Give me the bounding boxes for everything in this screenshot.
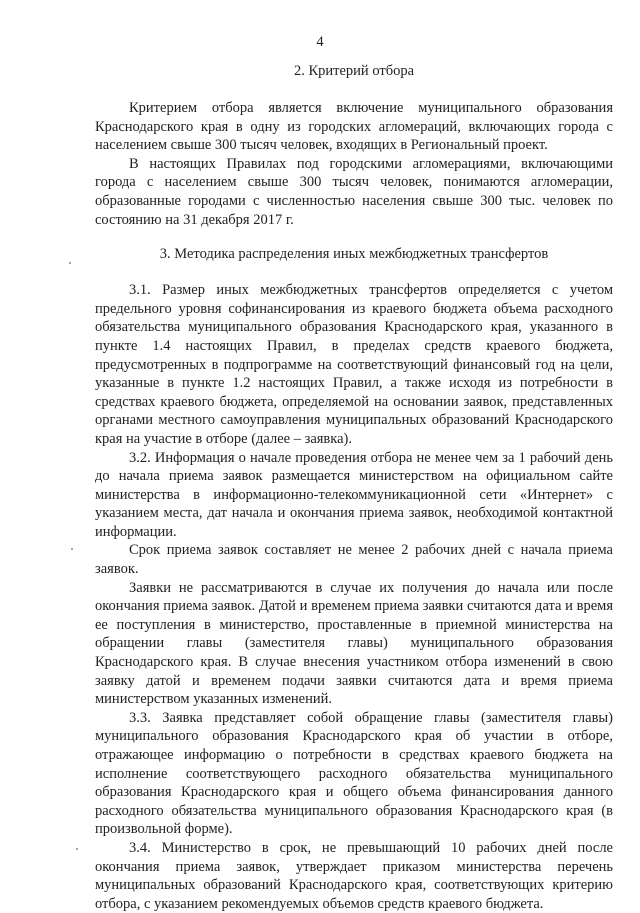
scan-speck: [76, 848, 78, 850]
scan-speck: [69, 262, 71, 264]
paragraph: 3.3. Заявка представляет собой обращение главы (заместителя главы) муниципального образования Краснодарского края об участии в отборе, отражающее информацию о потребности в средствах краевого бюджета на исполнение соответствующего расходного обязательства муниципального образования Краснодарского края и общего объема финансирования данного расходного обязательства муниципального образования Краснодарского края (в произвольной форме).: [95, 709, 613, 838]
paragraph: В настоящих Правилах под городскими агломерациями, включающими города с населением свыше 300 тысяч человек, понимаются агломерации, образованные городами с численностью населения свыше 300 тыс. человек по состоянию на 31 декабря 2017 г.: [95, 155, 613, 228]
paragraph: Критерием отбора является включение муниципального образования Краснодарского края в одну из городских агломераций, включающих города с населением свыше 300 тысяч человек, входящих в Региональный проект.: [95, 100, 613, 154]
section-heading-criteria: 2. Критерий отбора: [293, 63, 415, 79]
paragraph: 3.4. Министерство в срок, не превышающий 10 рабочих дней после окончания приема заявок, утверждает приказом министерства перечень муниципальных образований Краснодарского края, соответствующих критерию отбора, с указанием рекомендуемых объемов средств краевого бюджета.: [95, 839, 613, 912]
document-body: [95, 62, 613, 913]
section-heading-methodology: 3. Методика распределения иных межбюджетных трансфертов: [159, 246, 549, 263]
scan-speck: [71, 548, 73, 550]
paragraph: Срок приема заявок составляет не менее 2 рабочих дней с начала приема заявок.: [95, 542, 613, 578]
paragraph: 3.1. Размер иных межбюджетных трансфертов определяется с учетом предельного уровня софинансирования из краевого бюджета объема расходного обязательства муниципального образования Краснодарского края, указанного в пункте 1.4 настоящих Правил, в пределах средств краевого бюджета, предусмотренных в подпрограмме на соответствующий финансовый год на цели, указанные в пункте 1.2 настоящих Правил, а также исходя из потребности в средствах краевого бюджета, определяемой на основании заявок, представленных органами местного самоуправления муниципальных образований Краснодарского края на участие в отборе (далее – заявка).: [95, 282, 613, 447]
paragraph: Заявки не рассматриваются в случае их получения до начала или после окончания приема заявок. Датой и временем приема заявки считаются дата и время ее поступления в министерство, проставленные в приемной министерства на обращении главы (заместителя главы) муниципального образования Краснодарского края. В случае внесения участником отбора изменений в свою заявку датой и временем подачи заявки считаются дата и время приема министерством указанных изменений.: [95, 579, 613, 708]
paragraph: 3.2. Информация о начале проведения отбора не менее чем за 1 рабочий день до начала приема заявок размещается министерством на официальном сайте министерства в информационно-телекоммуникационной сети «Интернет» с указанием места, дат начала и окончания приема заявок, необходимой контактной информации.: [95, 449, 613, 540]
page-number: 4: [316, 34, 324, 50]
